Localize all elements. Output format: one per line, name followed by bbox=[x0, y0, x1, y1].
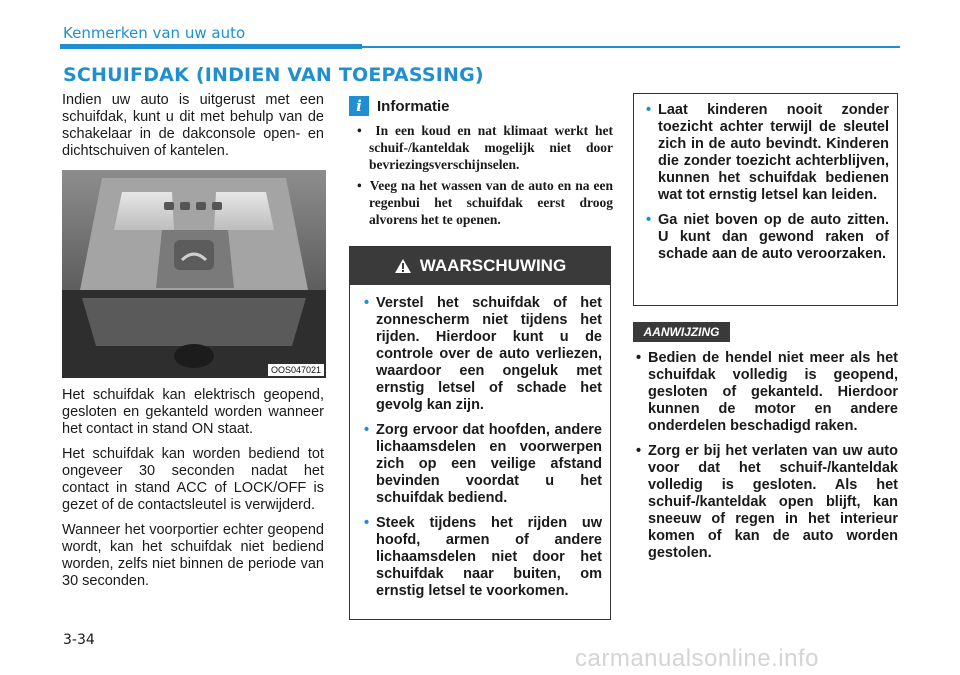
warning-triangle-icon bbox=[394, 258, 412, 274]
header-rule-thin bbox=[362, 46, 900, 48]
section-label: Kenmerken van uw auto bbox=[63, 24, 246, 42]
info-title: Informatie bbox=[377, 97, 450, 115]
warning-continued-box bbox=[633, 93, 898, 306]
warning-continued-item: • Laat kinderen nooit zonder toezicht achter terwijl de sleutel zich in de auto bevindt. Kinderen die zonder toezicht achterblijven, kunnen het schuifdak bedienen wat tot ernstig letsel kan leiden. bbox=[646, 102, 889, 203]
warning-item: • Zorg ervoor dat hoofden, andere lichaamsdelen en voorwerpen zich op een veilige afstand bevinden voordat u het schuifdak bediend. bbox=[364, 422, 602, 506]
info-list bbox=[349, 122, 613, 232]
warning-continued-list bbox=[638, 102, 889, 263]
warning-continued-item: • Ga niet boven op de auto zitten. U kunt dan gewond raken of schade aan de auto veroorzaken. bbox=[646, 212, 889, 262]
note-label: AANWIJZING bbox=[633, 322, 730, 342]
warning-title: WAARSCHUWING bbox=[419, 256, 567, 275]
description-paragraph-1: Het schuifdak kan elektrisch geopend, gesloten en gekanteld worden wanneer het contact in stand ON staat. bbox=[62, 387, 324, 437]
roof-console-photo bbox=[62, 170, 326, 378]
warning-item: • Steek tijdens het rijden uw hoofd, armen of andere lichaamsdelen niet door het schuifdak naar buiten, om ernstig letsel te voorkomen. bbox=[364, 515, 602, 599]
info-item: • Veeg na het wassen van de auto en na een regenbui het schuifdak eerst droog alvorens het te openen. bbox=[357, 178, 613, 227]
warning-list bbox=[350, 285, 610, 600]
info-heading bbox=[349, 94, 450, 118]
note-item: • Bedien de hendel niet meer als het schuifdak volledig is geopend, gesloten of gekanteld. Hierdoor kunnen de motor en andere onderdelen beschadigd raken. bbox=[636, 350, 898, 434]
warning-item: • Verstel het schuifdak of het zonnescherm niet tijdens het rijden. Hierdoor kunt u de controle over de auto verliezen, waardoor een ongeluk met ernstig letsel of schade het gevolg kan zijn. bbox=[364, 295, 602, 413]
note-list bbox=[636, 350, 898, 570]
warning-header bbox=[350, 247, 610, 285]
warning-box bbox=[349, 246, 611, 620]
description-paragraph-3: Wanneer het voorportier echter geopend wordt, kan het schuifdak niet bediend worden, zelfs niet binnen de periode van 30 seconden. bbox=[62, 522, 324, 589]
intro-paragraph: Indien uw auto is uitgerust met een schuifdak, kunt u dit met behulp van de schakelaar in de dakconsole open- en dichtschuiven of kantelen. bbox=[62, 92, 324, 159]
description-text-block bbox=[62, 387, 324, 598]
photo-code: OOS047021 bbox=[268, 364, 324, 376]
header-rule-thick bbox=[60, 44, 362, 49]
info-item: • In een koud en nat klimaat werkt het schuif-/kanteldak mogelijk niet door bevriezingsverschijnselen. bbox=[357, 123, 614, 172]
info-icon: i bbox=[349, 96, 369, 116]
roof-console-image bbox=[62, 170, 326, 378]
page-number: 3-34 bbox=[63, 632, 95, 648]
watermark: carmanualsonline.info bbox=[575, 645, 819, 672]
page-title: SCHUIFDAK (INDIEN VAN TOEPASSING) bbox=[63, 64, 484, 86]
note-item: • Zorg er bij het verlaten van uw auto voor dat het schuif-/kanteldak volledig is gesloten. Als het schuif-/kanteldak open blijft, kan sneeuw of regen in het interieur komen of kan de auto worden gestolen. bbox=[636, 443, 898, 561]
intro-text-block bbox=[62, 92, 324, 168]
description-paragraph-2: Het schuifdak kan worden bediend tot ongeveer 30 seconden nadat het contact in stand ACC of LOCK/OFF is gezet of de contactsleutel is verwijderd. bbox=[62, 446, 324, 513]
